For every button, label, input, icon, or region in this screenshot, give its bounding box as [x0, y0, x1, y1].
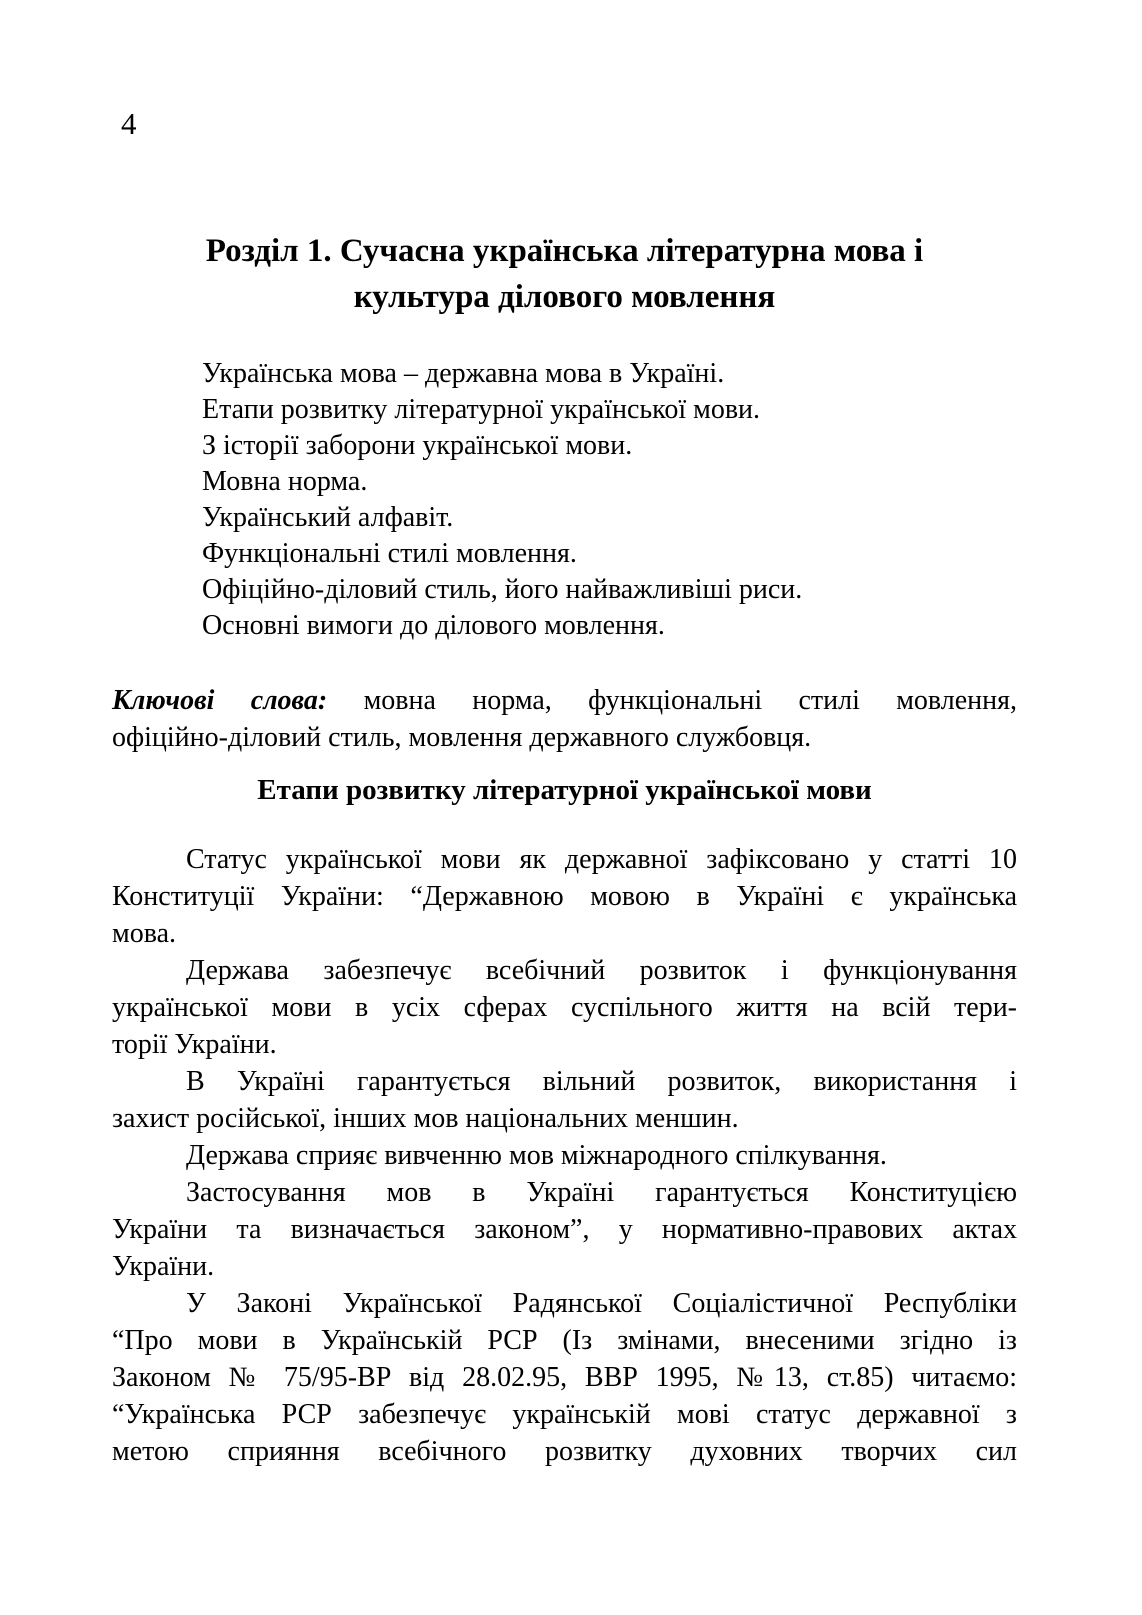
paragraph	[112, 952, 1017, 1063]
paragraph-line: України.	[112, 1251, 215, 1282]
paragraph-line: В Україні гарантується вільний розвиток, використання і	[186, 1066, 1017, 1097]
paragraph-line: Застосування мов в Україні гарантується Конституцією	[186, 1177, 1017, 1208]
paragraph-line: торії України.	[112, 1029, 277, 1060]
paragraph-line: Законом № 75/95-ВР від 28.02.95, ВВР 1995, №13, ст.85) читаємо:	[112, 1362, 1017, 1393]
paragraph-line: мова.	[112, 918, 176, 949]
body-paragraphs	[112, 841, 1017, 1470]
topic-item: З історії заборони української мови.	[202, 430, 633, 461]
paragraph-line: “Українська РСР забезпечує українській мові статус державної з	[112, 1399, 1017, 1430]
paragraph-line: України та визначається законом”, у нормативно-правових актах	[112, 1214, 1017, 1245]
topic-item: Українська мова – державна мова в Україні.	[202, 358, 725, 389]
paragraph-line: метою сприяння всебічного розвитку духовних творчих сил	[112, 1436, 1017, 1467]
topic-item: Функціональні стилі мовлення.	[202, 538, 577, 569]
chapter-title-line-1: Розділ 1. Сучасна українська літературна мова і	[205, 233, 924, 269]
keywords-label: Ключові слова:	[112, 685, 328, 716]
keywords-paragraph	[112, 682, 1017, 756]
paragraph	[112, 1137, 1017, 1174]
paragraph-line: української мови в усіх сферах суспільного життя на всій тери-	[112, 992, 1017, 1023]
topic-item: Офіційно-діловий стиль, його найважливіші риси.	[202, 574, 803, 605]
paragraph-line: Держава сприяє вивченню мов міжнародного спілкування.	[186, 1140, 887, 1171]
keywords-line-2: офіційно-діловий стиль, мовлення державного службовця.	[112, 722, 812, 753]
topic-item: Основні вимоги до ділового мовлення.	[202, 610, 665, 641]
paragraph-line: Конституції України: “Державною мовою в Україні є українська	[112, 881, 1017, 912]
paragraph-line: У Законі Української Радянської Соціалістичної Республіки	[186, 1288, 1017, 1319]
page-number: 4	[121, 106, 137, 141]
topic-item: Етапи розвитку літературної української мови.	[202, 394, 761, 425]
topic-item: Український алфавіт.	[202, 502, 454, 533]
chapter-title-line-2: культура ділового мовлення	[353, 279, 776, 315]
chapter-title	[112, 228, 1017, 320]
paragraph-line: “Про мови в Українській РСР (Із змінами, внесеними згідно із	[112, 1325, 1017, 1356]
keywords-line-1	[112, 682, 1017, 719]
topic-list	[112, 356, 1017, 644]
paragraph	[112, 1063, 1017, 1137]
paragraph-line: Статус української мови як державної зафіксовано у статті 10	[186, 844, 1017, 875]
paragraph	[112, 1174, 1017, 1285]
page-content	[112, 0, 1017, 1470]
paragraph	[112, 1285, 1017, 1470]
paragraph	[112, 841, 1017, 952]
paragraph-line: Держава забезпечує всебічний розвиток і функціонування	[186, 955, 1017, 986]
keywords-text: мовна норма, функціональні стилі мовлення,	[363, 685, 1018, 716]
topic-item: Мовна норма.	[202, 466, 368, 497]
paragraph-line: захист російської, інших мов національних меншин.	[112, 1103, 739, 1134]
section-subheading: Етапи розвитку літературної української мови	[257, 774, 872, 806]
